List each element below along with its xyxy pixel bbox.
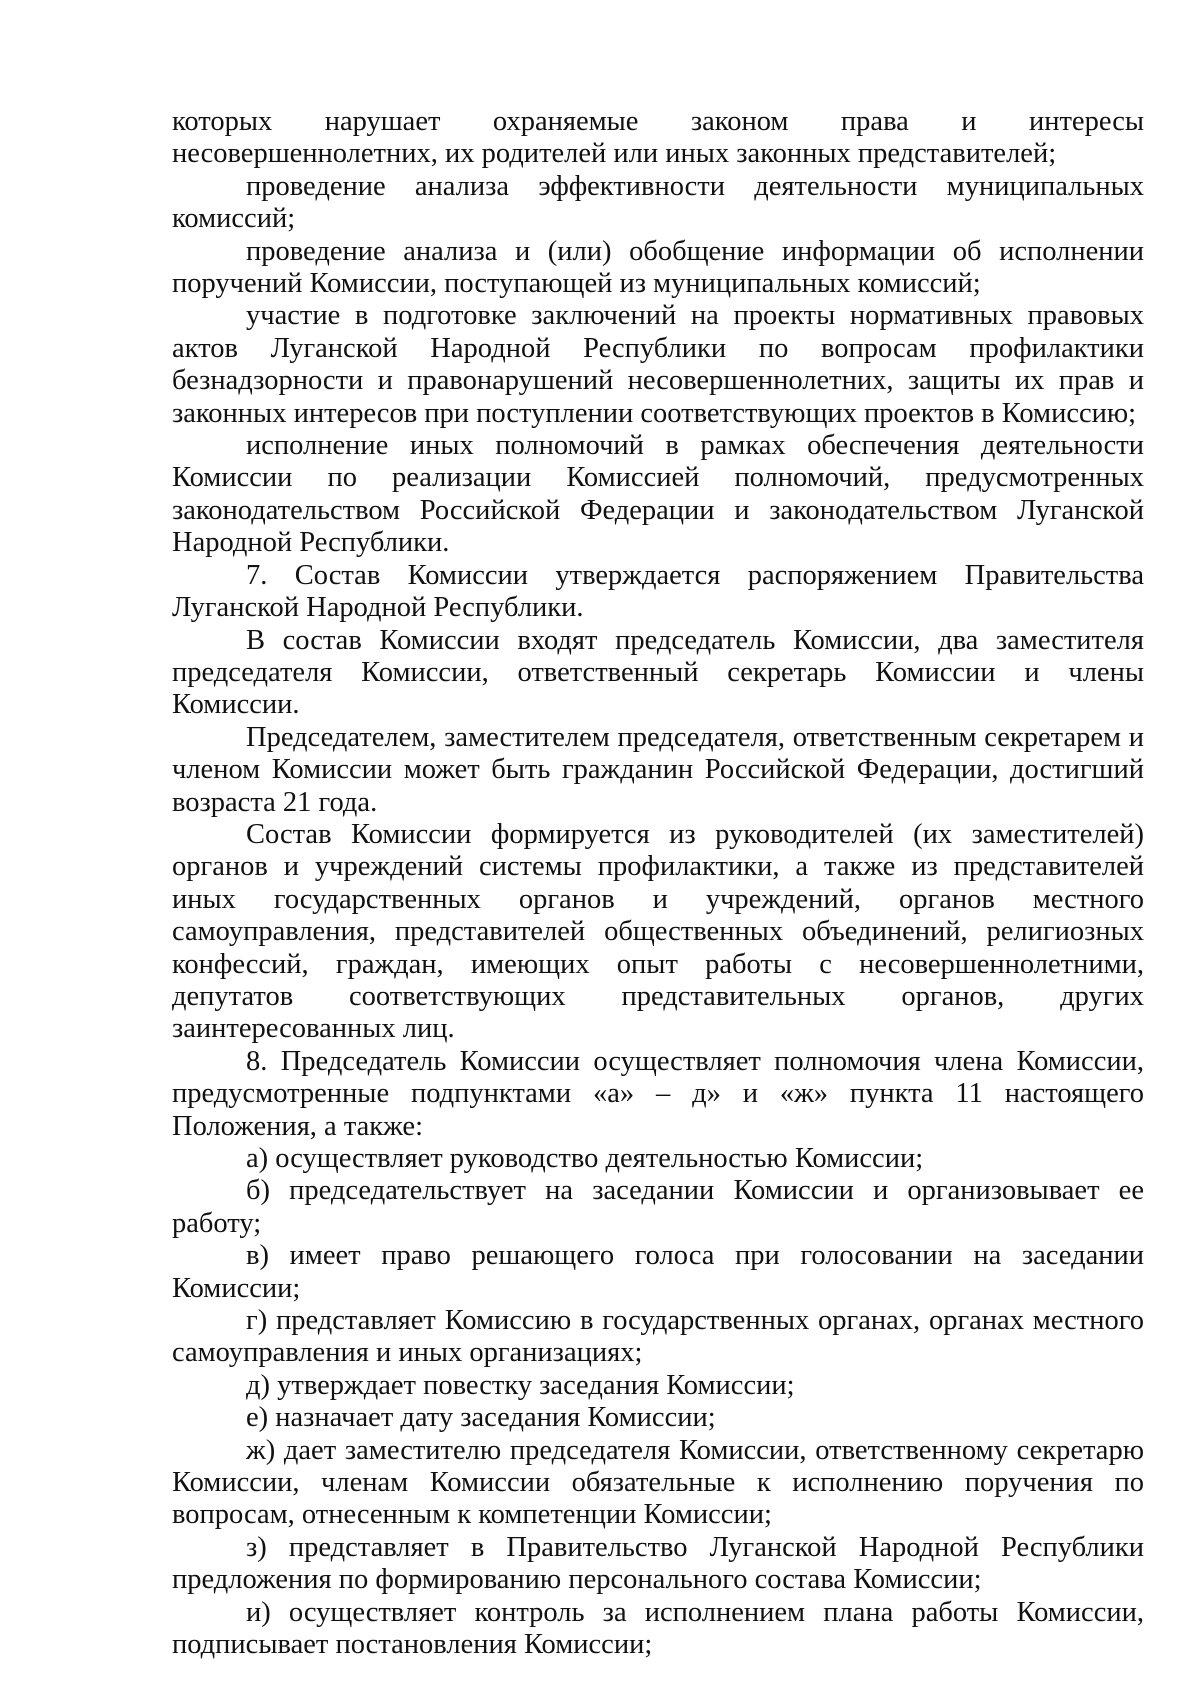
document-page <box>172 106 1144 1662</box>
paragraph-commission-members: В состав Комиссии входят председатель Комиссии, два заместителя председателя Комиссии, ответственный секретарь Комиссии и члены Комиссии. <box>172 624 1144 721</box>
subitem-g: г) представляет Комиссию в государственных органах, органах местного самоуправления и иных организациях; <box>172 1305 1144 1369</box>
subitem-a: а) осуществляет руководство деятельностью Комиссии; <box>246 1143 924 1174</box>
subitem-e: е) назначает дату заседания Комиссии; <box>246 1402 716 1434</box>
paragraph-composition: Состав Комиссии формируется из руководителей (их заместителей) органов и учреждений системы профилактики, а также из представителей иных государственных органов и учреждений, органов местного самоуправления, представителей общественных объединений, религиозных конфессий, граждан, имеющих опыт работы с несовершеннолетними, депутатов соответствующих представительных органов, других заинтересованных лиц. <box>172 818 1144 1045</box>
paragraph-other-powers: исполнение иных полномочий в рамках обеспечения деятельности Комиссии по реализации Комиссией полномочий, предусмотренных законодательством Российской Федерации и законодательством Луганской Народной Республики. <box>172 430 1144 559</box>
subitem-zh: ж) дает заместителю председателя Комиссии, ответственному секретарю Комиссии, членам Комиссии обязательные к исполнению поручения по вопросам, отнесенным к компетенции Комиссии; <box>172 1434 1144 1531</box>
paragraph-continuation: которых нарушает охраняемые законом права и интересы несовершеннолетних, их родителей или иных законных представителей; <box>172 106 1144 170</box>
subitem-i: и) осуществляет контроль за исполнением плана работы Комиссии, подписывает постановления Комиссии; <box>172 1596 1144 1661</box>
paragraph-item-8: 8. Председатель Комиссии осуществляет полномочия члена Комиссии, предусмотренные подпунктами «а» – д» и «ж» пункта 11 настоящего Положения, а также: <box>172 1045 1144 1142</box>
paragraph-item-7: 7. Состав Комиссии утверждается распоряжением Правительства Луганской Народной Республики. <box>172 559 1144 624</box>
paragraph-efficiency-analysis: проведение анализа эффективности деятельности муниципальных комиссий; <box>172 170 1144 235</box>
paragraph-information-analysis: проведение анализа и (или) обобщение информации об исполнении поручений Комиссии, поступающей из муниципальных комиссий; <box>172 235 1144 300</box>
paragraph-draft-conclusions: участие в подготовке заключений на проекты нормативных правовых актов Луганской Народной Республики по вопросам профилактики безнадзорности и правонарушений несовершеннолетних, защиты их прав и законных интересов при поступлении соответствующих проектов в Комиссию; <box>172 300 1144 429</box>
paragraph-eligibility: Председателем, заместителем председателя, ответственным секретарем и членом Комиссии может быть гражданин Российской Федерации, достигший возраста 21 года. <box>172 721 1144 818</box>
subitem-z: з) представляет в Правительство Луганской Народной Республики предложения по формированию персонального состава Комиссии; <box>172 1531 1144 1596</box>
subitem-v: в) имеет право решающего голоса при голосовании на заседании Комиссии; <box>172 1240 1144 1304</box>
subitem-d: д) утверждает повестку заседания Комиссии; <box>246 1369 795 1401</box>
subitem-b: б) председательствует на заседании Комиссии и организовывает ее работу; <box>172 1175 1144 1239</box>
